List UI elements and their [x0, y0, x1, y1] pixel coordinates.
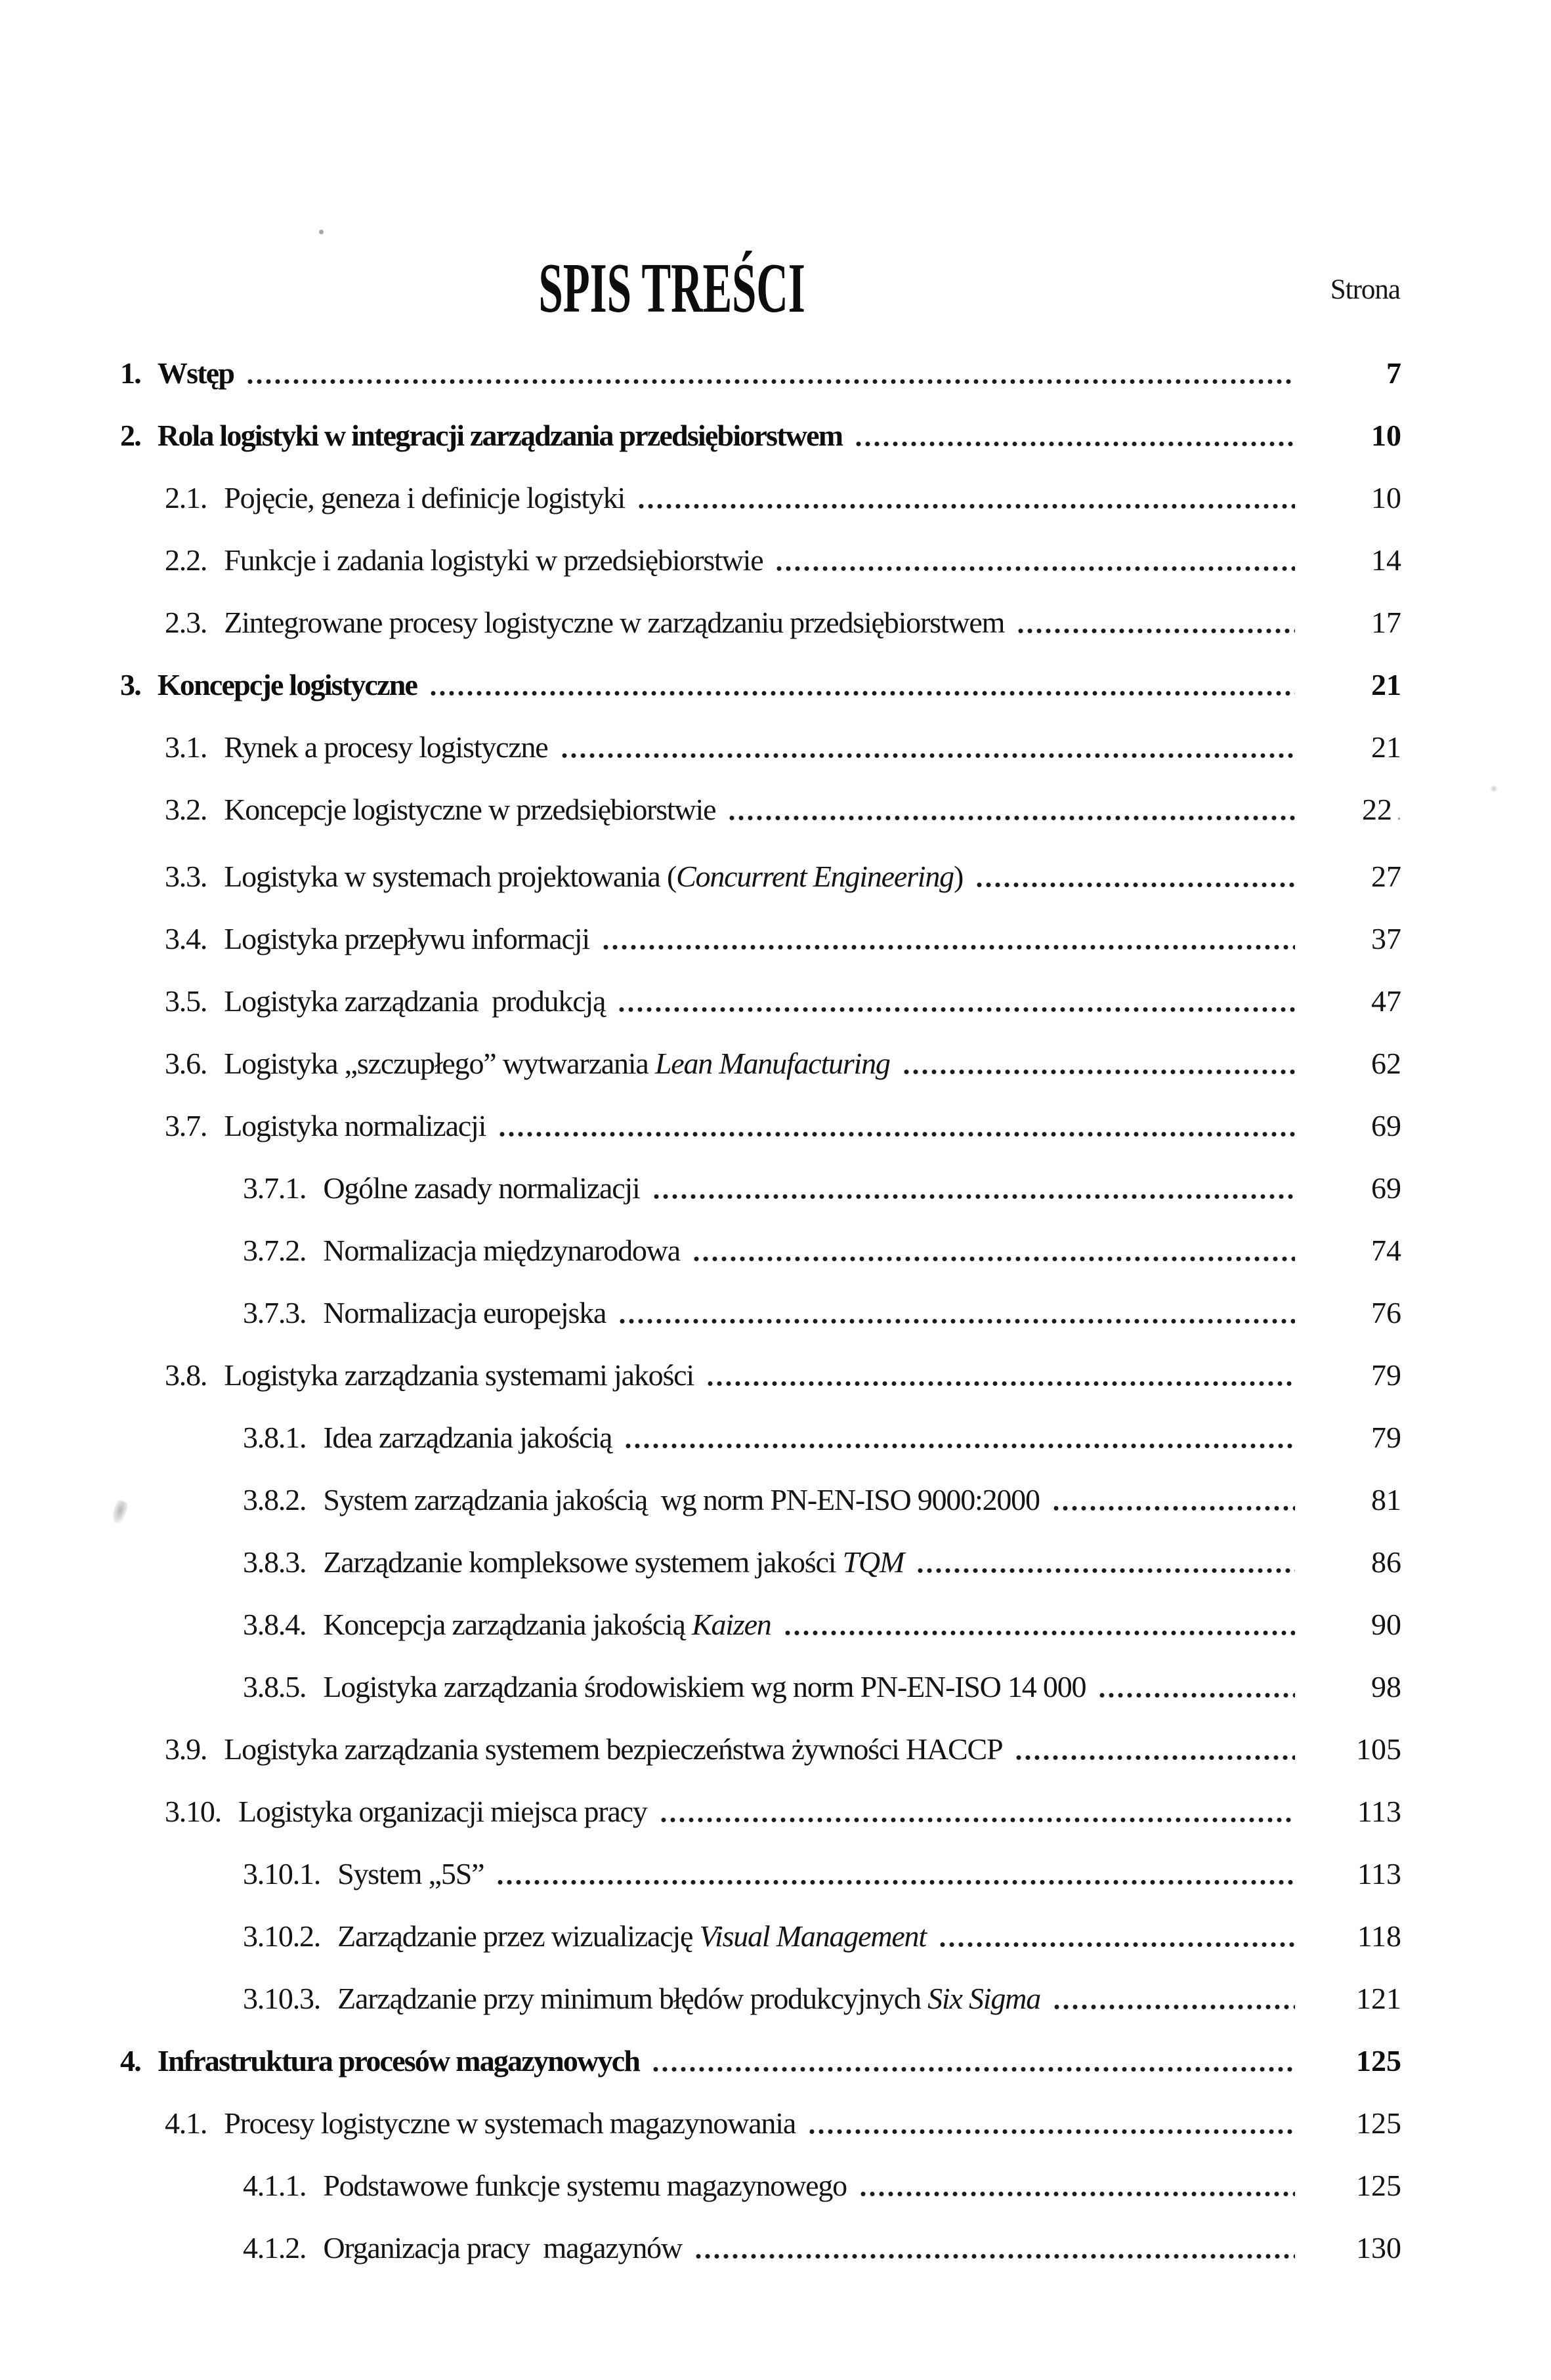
dotted-leader — [650, 1157, 1295, 1219]
dotted-leader — [635, 467, 1295, 529]
entry-title-segment: Rola logistyki w integracji zarządzania przedsiębiorstwem — [157, 419, 843, 452]
page-number: 69 — [1371, 1171, 1401, 1205]
entry-number: 3.1. — [165, 730, 207, 764]
entry-title — [323, 1469, 1039, 1531]
toc-entry — [0, 1843, 1401, 1905]
entry-title-segment: Koncepcja zarządzania jakością — [323, 1608, 692, 1641]
entry-number: 3.5. — [165, 984, 207, 1018]
dotted-leader — [600, 908, 1295, 970]
dotted-leader — [857, 2154, 1295, 2217]
dotted-leader — [244, 342, 1295, 404]
entry-number: 3.10.1. — [243, 1857, 321, 1890]
toc-entry — [0, 908, 1401, 970]
entry-title — [224, 908, 589, 970]
page-number: 86 — [1371, 1545, 1401, 1579]
toc-entry — [0, 1157, 1401, 1219]
page-number: 14 — [1371, 543, 1401, 577]
entry-title — [337, 1843, 484, 1905]
toc-entry — [0, 778, 1401, 845]
entry-number: 3.2. — [165, 793, 207, 826]
dotted-leader — [692, 2217, 1295, 2279]
entry-title-italic-segment: Lean Manufacturing — [654, 1047, 890, 1080]
entry-title-segment: Zarządzanie przez wizualizację — [337, 1919, 700, 1953]
entry-title — [323, 1157, 639, 1219]
entry-title-segment: Koncepcje logistyczne w przedsiębiorstwie — [224, 793, 716, 826]
dotted-leader — [773, 529, 1295, 591]
entry-title — [323, 1406, 612, 1469]
entry-number: 3.8.3. — [243, 1545, 307, 1579]
entry-title — [224, 467, 625, 529]
page-number: 118 — [1357, 1919, 1401, 1953]
page-number: 7 — [1386, 356, 1401, 390]
toc-entry — [0, 1656, 1401, 1718]
entry-title-segment: Rynek a procesy logistyczne — [224, 730, 548, 764]
toc-entry — [0, 2217, 1401, 2279]
entry-title-italic-segment: Concurrent Engineering — [676, 860, 954, 893]
dotted-leader — [1013, 1718, 1295, 1780]
page-number: 130 — [1356, 2231, 1401, 2265]
dotted-leader — [901, 1032, 1295, 1095]
entry-title-segment: Logistyka organizacji miejsca pracy — [238, 1795, 647, 1828]
entry-title-segment: Pojęcie, geneza i definicje logistyki — [224, 481, 626, 514]
entry-title-segment: Zintegrowane procesy logistyczne w zarządzaniu przedsiębiorstwem — [224, 606, 1005, 639]
toc-entry — [0, 1095, 1401, 1157]
entry-title-segment: Infrastruktura procesów magazynowych — [157, 2044, 640, 2077]
dotted-leader — [914, 1531, 1295, 1593]
dotted-leader — [704, 1344, 1295, 1406]
entry-title — [158, 654, 417, 716]
dotted-leader — [937, 1905, 1295, 1967]
dotted-leader — [1051, 1967, 1295, 2030]
entry-number: 2.2. — [165, 543, 207, 577]
entry-number: 3.8.5. — [243, 1670, 307, 1703]
entry-title-segment: Podstawowe funkcje systemu magazynowego — [323, 2169, 847, 2202]
scan-artifact — [1490, 785, 1498, 793]
entry-title-italic-segment: Visual Management — [699, 1919, 926, 1953]
page-number: 47 — [1371, 984, 1401, 1018]
entry-number: 1. — [120, 356, 140, 390]
toc-entry — [0, 1406, 1401, 1469]
entry-number: 3.3. — [165, 860, 207, 893]
page-number: 113 — [1357, 1857, 1401, 1890]
toc-entry — [0, 529, 1401, 591]
dotted-leader — [650, 2030, 1295, 2092]
page-number: 81 — [1371, 1483, 1401, 1516]
entry-title-segment: Procesy logistyczne w systemach magazynowania — [224, 2106, 796, 2140]
toc-entry — [0, 1780, 1401, 1843]
entry-title-segment: Logistyka zarządzania produkcją — [224, 984, 606, 1018]
entry-number: 3.7.2. — [243, 1234, 307, 1267]
page-number: 17 — [1371, 606, 1401, 639]
entry-number: 3.9. — [165, 1732, 207, 1766]
entry-number: 4.1. — [165, 2106, 207, 2140]
toc-entry — [0, 342, 1401, 404]
dotted-leader — [726, 778, 1295, 845]
entry-number: 3.8. — [165, 1358, 207, 1392]
entry-title-segment: Ogólne zasady normalizacji — [323, 1171, 640, 1205]
dotted-leader — [616, 1282, 1295, 1344]
toc-entry — [0, 1344, 1401, 1406]
dotted-leader — [658, 1780, 1295, 1843]
entry-title-italic-segment: Kaizen — [692, 1608, 771, 1641]
page-number: 74 — [1371, 1234, 1401, 1267]
entry-title-segment: Logistyka zarządzania środowiskiem wg norm PN-EN-ISO 14 000 — [323, 1670, 1086, 1703]
entry-number: 4. — [120, 2044, 140, 2077]
strona-label: Strona — [1330, 274, 1400, 305]
entry-title-segment: Logistyka „szczupłego” wytwarzania — [224, 1047, 655, 1080]
toc-entry — [0, 1967, 1401, 2030]
toc-entry — [0, 591, 1401, 654]
toc-entry — [0, 1905, 1401, 1967]
dotted-leader — [1015, 591, 1295, 654]
entry-title — [323, 2154, 847, 2217]
entry-title-segment: Logistyka zarządzania systemem bezpieczeństwa żywności HACCP — [224, 1732, 1003, 1766]
entry-number: 2.1. — [165, 481, 207, 514]
scan-artifact — [319, 230, 324, 234]
page-number: 90 — [1371, 1608, 1401, 1641]
entry-title — [224, 591, 1004, 654]
page-number: 21 — [1371, 668, 1401, 701]
entry-title-italic-segment: TQM — [842, 1545, 904, 1579]
dotted-leader — [496, 1095, 1295, 1157]
entry-title — [224, 1095, 486, 1157]
entry-title-italic-segment: Six Sigma — [927, 1982, 1041, 2015]
toc-entry — [0, 2030, 1401, 2092]
entry-title — [323, 1282, 606, 1344]
entry-number: 3.8.2. — [243, 1483, 307, 1516]
dotted-leader — [427, 654, 1295, 716]
entry-number: 2. — [120, 419, 140, 452]
entry-number: 3.7.3. — [243, 1296, 307, 1329]
page-number: 21 — [1371, 730, 1401, 764]
dotted-leader — [1096, 1656, 1295, 1718]
toc-entry — [0, 1718, 1401, 1780]
entry-title — [224, 2092, 796, 2154]
page-number: 105 — [1356, 1732, 1401, 1766]
entry-title — [224, 529, 763, 591]
toc-entry — [0, 404, 1401, 467]
dotted-leader — [494, 1843, 1295, 1905]
entry-title — [323, 1219, 680, 1282]
dotted-leader — [806, 2092, 1295, 2154]
toc-entry — [0, 1282, 1401, 1344]
page-number: 98 — [1371, 1670, 1401, 1703]
toc-entry — [0, 1032, 1401, 1095]
entry-title-segment: Zarządzanie kompleksowe systemem jakości — [323, 1545, 843, 1579]
toc-entry — [0, 2154, 1401, 2217]
entry-title-segment: Normalizacja europejska — [323, 1296, 606, 1329]
entry-number: 3.7.1. — [243, 1171, 307, 1205]
dotted-leader — [1050, 1469, 1295, 1531]
entry-number: 4.1.2. — [243, 2231, 307, 2265]
toc-list — [0, 342, 1401, 2279]
page-title-text: SPIS TREŚCI — [538, 249, 805, 327]
entry-title — [337, 1967, 1040, 2030]
dotted-leader — [616, 970, 1295, 1032]
entry-title-segment: Funkcje i zadania logistyki w przedsiębiorstwie — [224, 543, 763, 577]
page-number: 79 — [1371, 1421, 1401, 1454]
entry-title — [224, 716, 547, 778]
entry-number: 2.3. — [165, 606, 207, 639]
entry-title — [158, 342, 234, 404]
dotted-leader — [973, 845, 1295, 908]
entry-title — [337, 1905, 926, 1967]
dotted-leader — [691, 1219, 1295, 1282]
entry-title-segment: Normalizacja międzynarodowa — [323, 1234, 680, 1267]
dotted-leader — [782, 1593, 1295, 1656]
toc-entry — [0, 1593, 1401, 1656]
page-number: 113 — [1357, 1795, 1401, 1828]
entry-title-segment: Wstęp — [157, 356, 234, 390]
entry-number: 3. — [120, 668, 140, 701]
entry-title — [224, 845, 963, 908]
page-number: 79 — [1371, 1358, 1401, 1392]
page-title — [0, 249, 1551, 327]
page-number: 62 — [1371, 1047, 1401, 1080]
entry-title — [323, 2217, 682, 2279]
entry-title-segment: System „5S” — [337, 1857, 484, 1890]
page-number: 37 — [1371, 922, 1401, 955]
entry-title — [224, 970, 605, 1032]
toc-entry — [0, 654, 1401, 716]
entry-title-segment: Logistyka normalizacji — [224, 1109, 486, 1142]
entry-title — [224, 778, 715, 841]
entry-title — [158, 404, 842, 467]
entry-number: 3.10.2. — [243, 1919, 321, 1953]
entry-number: 4.1.1. — [243, 2169, 307, 2202]
entry-number: 3.4. — [165, 922, 207, 955]
page-number: 125 — [1356, 2044, 1401, 2077]
entry-title — [323, 1531, 904, 1593]
entry-number: 3.6. — [165, 1047, 207, 1080]
page-number: 10 — [1371, 419, 1401, 452]
entry-title-segment: ) — [953, 860, 964, 893]
entry-number: 3.10. — [165, 1795, 222, 1828]
entry-title-segment: Zarządzanie przy minimum błędów produkcyjnych — [337, 1982, 928, 2015]
page-number: 125 — [1356, 2169, 1401, 2202]
entry-number: 3.8.1. — [243, 1421, 307, 1454]
entry-number: 3.8.4. — [243, 1608, 307, 1641]
dotted-leader — [853, 404, 1295, 467]
page-number: 125 — [1356, 2106, 1401, 2140]
page-number: 69 — [1371, 1109, 1401, 1142]
page-number: 76 — [1371, 1296, 1401, 1329]
entry-title-segment: Logistyka w systemach projektowania ( — [224, 860, 677, 893]
entry-title-segment: Logistyka zarządzania systemami jakości — [224, 1358, 694, 1392]
page-number-suffix: . — [1392, 804, 1401, 824]
entry-title-segment: Logistyka przepływu informacji — [224, 922, 589, 955]
toc-entry — [0, 467, 1401, 529]
toc-entry — [0, 1469, 1401, 1531]
entry-title — [158, 2030, 639, 2092]
entry-title — [238, 1780, 647, 1843]
entry-title — [224, 1718, 1002, 1780]
entry-title-segment: System zarządzania jakością wg norm PN-EN-ISO 9000:2000 — [323, 1483, 1040, 1516]
toc-entry — [0, 1219, 1401, 1282]
entry-title-segment: Organizacja pracy magazynów — [323, 2231, 682, 2265]
toc-entry — [0, 716, 1401, 778]
entry-title — [224, 1032, 890, 1095]
entry-title-segment: Koncepcje logistyczne — [157, 668, 417, 701]
entry-title-segment: Idea zarządzania jakością — [323, 1421, 612, 1454]
page-number: 27 — [1371, 860, 1401, 893]
entry-number: 3.10.3. — [243, 1982, 321, 2015]
entry-title — [323, 1656, 1086, 1718]
toc-entry — [0, 1531, 1401, 1593]
entry-title — [323, 1593, 771, 1656]
page-number: 22 . — [1362, 793, 1401, 826]
page-number: 121 — [1356, 1982, 1401, 2015]
toc-entry — [0, 845, 1401, 908]
page-number: 10 — [1371, 481, 1401, 514]
entry-title — [224, 1344, 694, 1406]
entry-number: 3.7. — [165, 1109, 207, 1142]
toc-entry — [0, 970, 1401, 1032]
dotted-leader — [559, 716, 1295, 778]
toc-entry — [0, 2092, 1401, 2154]
dotted-leader — [622, 1406, 1295, 1469]
